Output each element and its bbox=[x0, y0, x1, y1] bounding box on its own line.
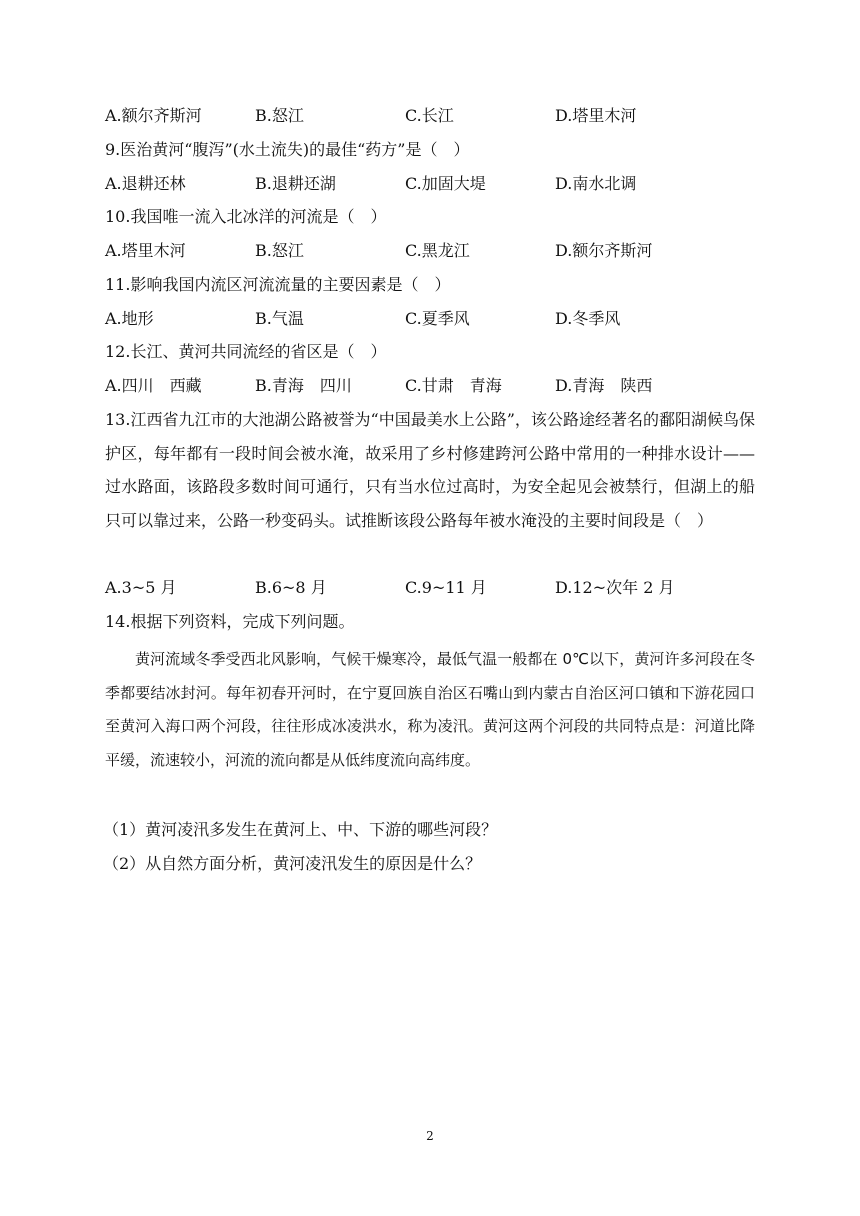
q14-passage: 黄河流域冬季受西北风影响，气候干燥寒冷，最低气温一般都在 0℃以下，黄河许多河段在冬季都要结冰封河。每年初春开河时，在宁夏回族自治区石嘴山到内蒙古自治区河口镇和下游花园口至黄河入海口两个河段，往往形成冰凌洪水，称为凌汛。黄河这两个河段的共同特点是：河道比降平缓，流速较小，河流的流向都是从低纬度流向高纬度。 bbox=[105, 650, 755, 769]
q11-option-a: A.地形 bbox=[105, 309, 154, 328]
q9-option-c: C.加固大堤 bbox=[405, 174, 486, 193]
q12-stem: 12.长江、黄河共同流经的省区是（ ） bbox=[105, 342, 387, 361]
q9-stem: 9.医治黄河“腹泻”(水土流失)的最佳“药方”是（ ） bbox=[105, 140, 470, 159]
q13-option-a: A.3~5 月 bbox=[105, 578, 177, 597]
q13-option-c: C.9~11 月 bbox=[405, 578, 487, 597]
q12-option-c: C.甘肃 青海 bbox=[405, 376, 502, 395]
q9-option-b: B.退耕还湖 bbox=[255, 174, 336, 193]
q12-option-a: A.四川 西藏 bbox=[105, 376, 202, 395]
q10-option-d: D.额尔齐斯河 bbox=[555, 241, 653, 260]
q8-option-d: D.塔里木河 bbox=[555, 106, 637, 125]
q8-option-c: C.长江 bbox=[405, 106, 454, 125]
q10-option-c: C.黑龙江 bbox=[405, 241, 470, 260]
q11-option-b: B.气温 bbox=[255, 309, 304, 328]
q14-subquestion-1: （1）黄河凌汛多发生在黄河上、中、下游的哪些河段？ bbox=[103, 820, 498, 839]
q10-stem: 10.我国唯一流入北冰洋的河流是（ ） bbox=[105, 207, 387, 226]
q11-stem: 11.影响我国内流区河流流量的主要因素是（ ） bbox=[105, 275, 451, 294]
q14-stem: 14.根据下列资料，完成下列问题。 bbox=[105, 612, 355, 631]
q9-option-d: D.南水北调 bbox=[555, 174, 637, 193]
q9-option-a: A.退耕还林 bbox=[105, 174, 186, 193]
q14-subquestion-2: （2）从自然方面分析，黄河凌汛发生的原因是什么？ bbox=[103, 854, 482, 873]
q11-option-d: D.冬季风 bbox=[555, 309, 621, 328]
q8-option-a: A.额尔齐斯河 bbox=[105, 106, 202, 125]
page-number: 2 bbox=[426, 1129, 434, 1143]
q10-option-b: B.怒江 bbox=[255, 241, 304, 260]
q13-stem: 13.江西省九江市的大池湖公路被誉为“中国最美水上公路”，该公路途经著名的鄱阳湖候鸟保护区，每年都有一段时间会被水淹，故采用了乡村修建跨河公路中常用的一种排水设计——过水路面，该路段多数时间可通行，只有当水位过高时，为安全起见会被禁行，但湖上的船只可以靠过来，公路一秒变码头。试推断该段公路每年被水淹没的主要时间段是（ ） bbox=[105, 410, 755, 530]
q8-option-b: B.怒江 bbox=[255, 106, 304, 125]
q12-option-d: D.青海 陕西 bbox=[555, 376, 653, 395]
q11-option-c: C.夏季风 bbox=[405, 309, 470, 328]
q12-option-b: B.青海 四川 bbox=[255, 376, 352, 395]
q13-option-d: D.12~次年 2 月 bbox=[555, 578, 675, 597]
q13-option-b: B.6~8 月 bbox=[255, 578, 327, 597]
q10-option-a: A.塔里木河 bbox=[105, 241, 186, 260]
